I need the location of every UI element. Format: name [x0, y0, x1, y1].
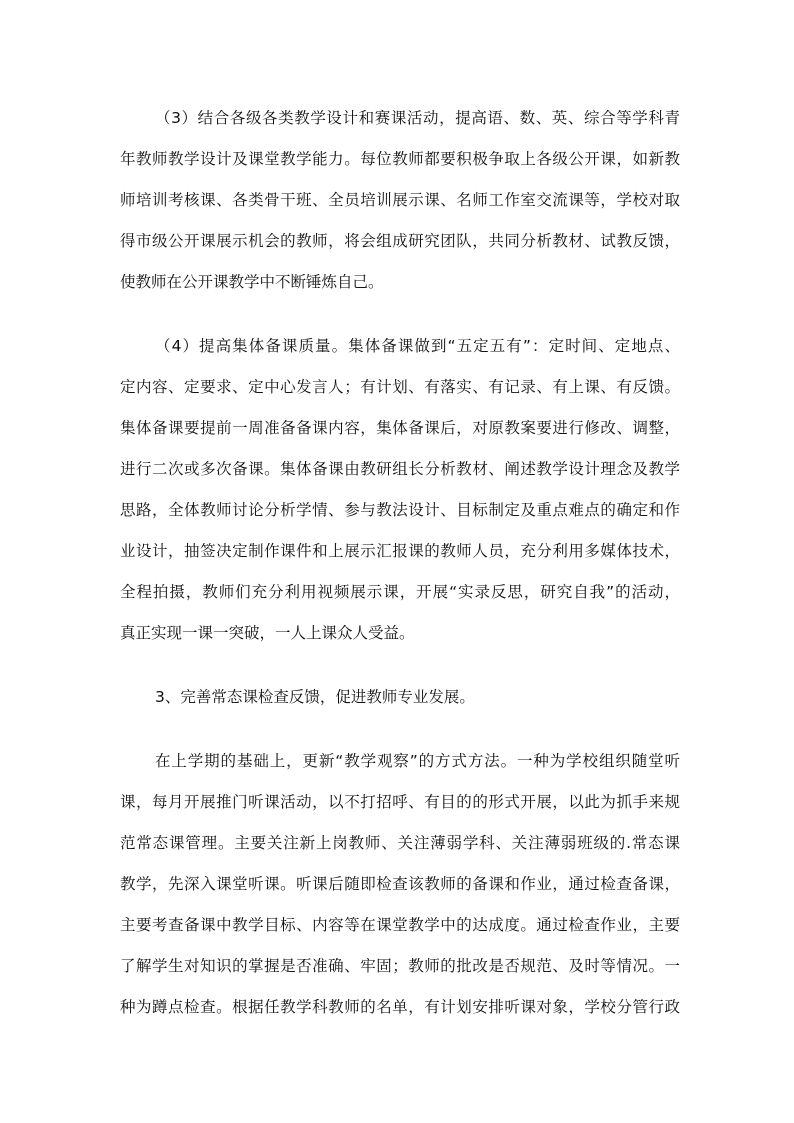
text-line: （4）提高集体备课质量。集体备课做到“五定五有”：定时间、定地点、: [155, 337, 680, 355]
text-line: （3）结合各级各类教学设计和赛课活动，提高语、数、英、综合等学科青: [155, 109, 680, 127]
section-heading: 3、完善常态课检查反馈，促进教师专业发展。: [155, 688, 475, 706]
text-line: 了解学生对知识的掌握是否准确、牢固；教师的批改是否规范、及时等情况。一: [120, 957, 680, 975]
text-line: 思路，全体教师讨论分析学情、参与教法设计、目标制定及重点难点的确定和作: [120, 501, 680, 519]
text-line: 种为蹲点检查。根据任教学科教师的名单，有计划安排听课对象，学校分管行政: [120, 998, 680, 1016]
text-line: 进行二次或多次备课。集体备课由教研组长分析教材、阐述教学设计理念及教学: [120, 460, 680, 478]
text-line: 得市级公开课展示机会的教师，将会组成研究团队，共同分析教材、试教反馈，: [120, 232, 680, 250]
text-line: 主要考查备课中教学目标、内容等在课堂教学中的达成度。通过检查作业，主要: [120, 916, 680, 934]
text-line: 课，每月开展推门听课活动，以不打招呼、有目的的形式开展，以此为抓手来规: [120, 793, 680, 811]
text-line: 教学，先深入课堂听课。听课后随即检查该教师的备课和作业，通过检查备课，: [120, 875, 680, 893]
text-line: 在上学期的基础上，更新“教学观察”的方式方法。一种为学校组织随堂听: [155, 752, 680, 770]
text-line: 集体备课要提前一周准备备课内容，集体备课后，对原教案要进行修改、调整，: [120, 419, 680, 437]
text-line: 业设计，抽签决定制作课件和上展示汇报课的教师人员，充分利用多媒体技术，: [120, 542, 680, 560]
text-line: 范常态课管理。主要关注新上岗教师、关注薄弱学科、关注薄弱班级的.常态课: [120, 834, 680, 852]
text-line: 定内容、定要求、定中心发言人；有计划、有落实、有记录、有上课、有反馈。: [120, 378, 680, 396]
text-line: 使教师在公开课教学中不断锤炼自己。: [120, 273, 384, 291]
text-line: 全程拍摄，教师们充分利用视频展示课，开展“实录反思，研究自我”的活动，: [120, 583, 680, 601]
text-line: 师培训考核课、各类骨干班、全员培训展示课、名师工作室交流课等，学校对取: [120, 191, 680, 209]
text-line: 真正实现一课一突破，一人上课众人受益。: [120, 624, 415, 642]
text-line: 年教师教学设计及课堂教学能力。每位教师都要积极争取上各级公开课，如新教: [120, 150, 680, 168]
